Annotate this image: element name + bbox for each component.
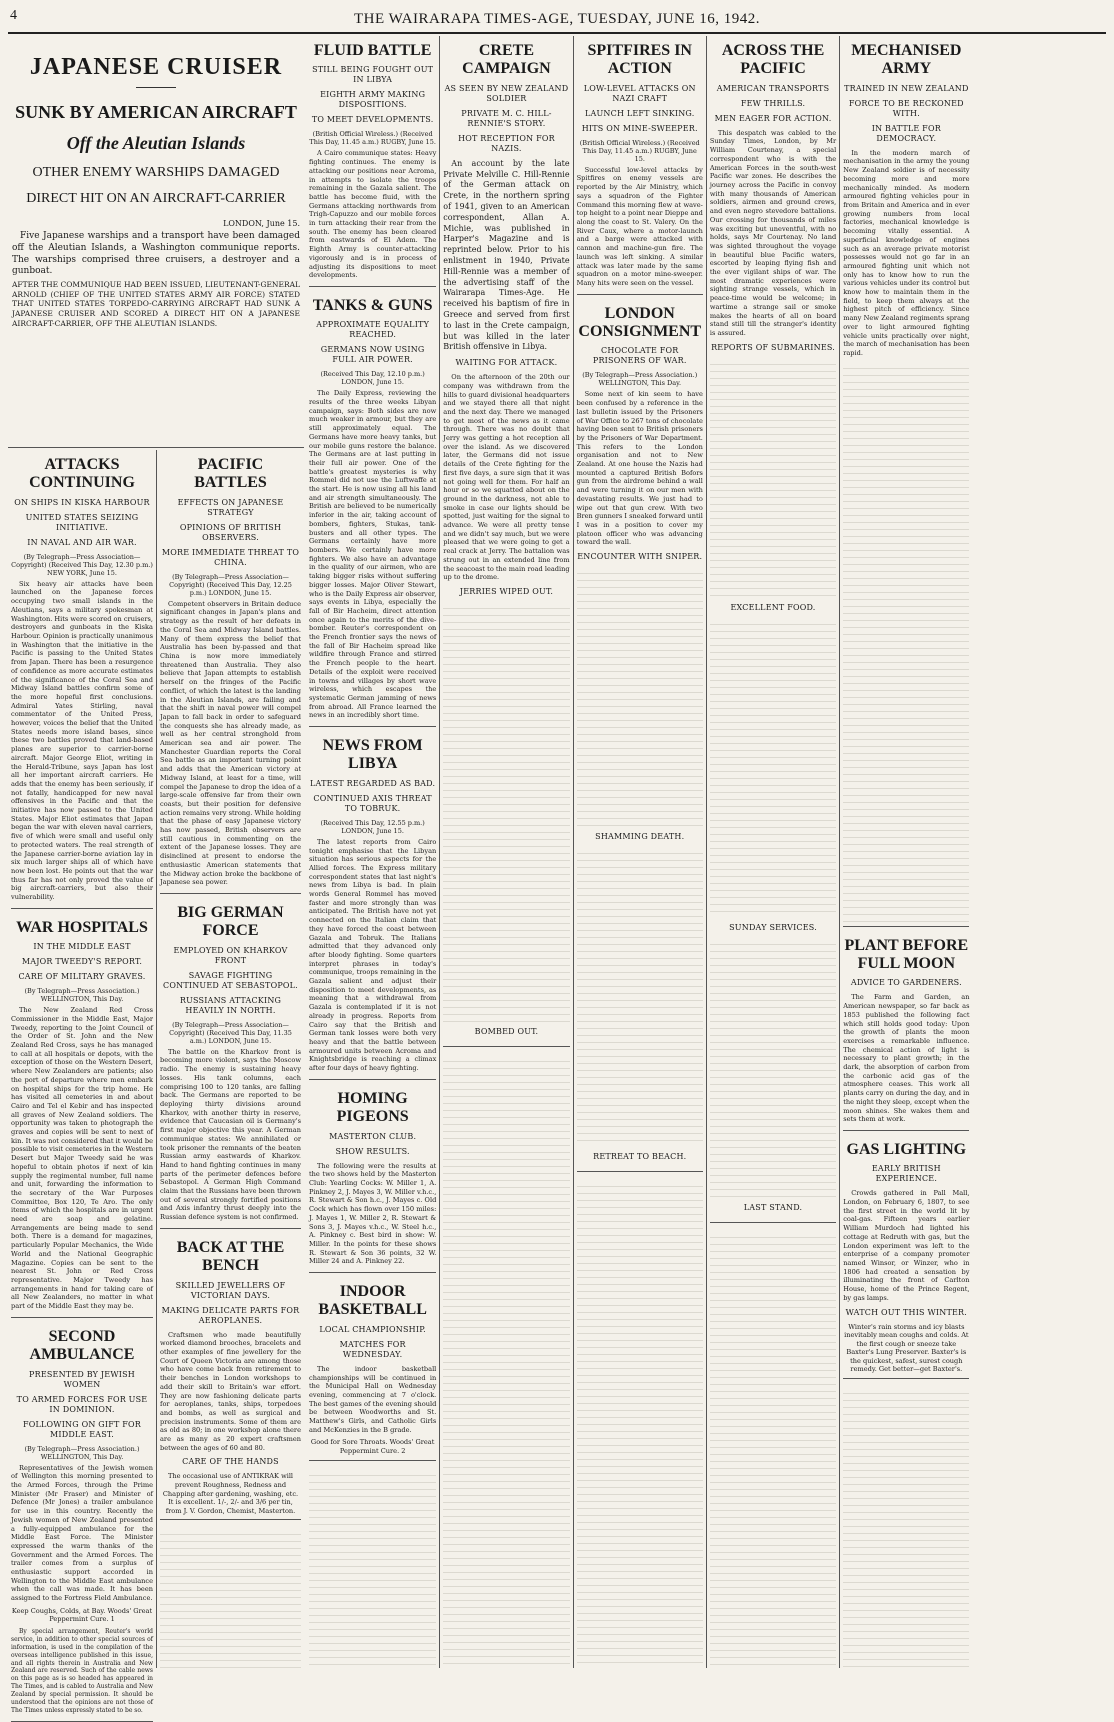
story-body: The Farm and Garden, an American newspaper, so far back as 1853 published the following fact which still holds good today: Upon the growth of plants the moon exercises a remarkable influence. The chemical action of light is necessary to plant growth; in the dark, the absorption of carbon from the carbonic acid gas of the atmosphere ceases. This work all plants carry on during the day, and in the night they sleep, except when the moon shines. She wakes them and sets them at work. xyxy=(843,993,970,1124)
subhead: REPORTS OF SUBMARINES. xyxy=(711,342,835,352)
story-full-moon xyxy=(843,931,969,1131)
story-spitfires xyxy=(577,36,703,295)
byline: (By Telegraph—Press Association—Copyright) (Received This Day, 11.35 a.m.) LONDON, June 15. xyxy=(169,1020,292,1045)
deck: MORE IMMEDIATE THREAT TO CHINA. xyxy=(161,547,300,567)
lead-headline: JAPANESE CRUISER xyxy=(29,54,283,80)
deck: HITS ON MINE-SWEEPER. xyxy=(581,123,698,133)
headline: PLANT BEFORE FULL MOON xyxy=(844,936,969,973)
lead-subheadline: SUNK BY AMERICAN AIRCRAFT xyxy=(15,101,297,122)
deck: SAVAGE FIGHTING CONTINUED AT SEBASTOPOL. xyxy=(163,970,298,990)
story-body: Six heavy air attacks have been launched on the Japanese forces occupying two small islands in the Aleutians, says a military spokesman at Washington. Hits were scored on cruisers, destroyers and gunboats in the Kiska Harbour. Opinion is practically unanimous in Washington that the initiative in the Pacific is passing to the United States from Japan. There has been a resurgence of confidence as more accurate estimates of the significance of the Coral Sea and Midway Island battles confirm some of the more hopeful first conclusions. Admiral Yates Stirling, naval commentator of the United Press, however, voices the belief that the United States needs more island bases, since these two battles proved that land-based planes are superior to carrier-borne aircraft. Major George Eliot, writing in the Herald-Tribune, says Japan has lost all her important aircraft carriers. He adds that the enemy has been seriously, if not fatally, handicapped for new naval offensives in the Pacific and that the initiative has now passed to the United States. Major Eliot estimates that Japan began the war with eleven naval carriers, five of which were small and useful only to protected waters. The real strength of the Japanese carrier-borne aviation lay in six much larger ships all of which have now been lost. He points out that the war thus far has not only proved the value of big aircraft-carriers, but also their vulnerability. xyxy=(11,579,153,902)
deck: FOLLOWING ON GIFT FOR MIDDLE EAST. xyxy=(22,1419,142,1439)
masthead xyxy=(8,6,1106,34)
footnote: By special arrangement, Reuter's world service, in addition to other special sources of information, is used in the compilation of the overseas intelligence published in this issue, and all rights therein in Australia and New Zealand are reserved. Such of the cable news on this page as is so headed has appeared in The Times, and is cabled to Australia and New Zealand by special permission. It should be understood that the opinions are not those of The Times unless expressly stated to be so. xyxy=(11,1627,153,1715)
deck: OPINIONS OF BRITISH OBSERVERS. xyxy=(179,522,282,542)
deck: EARLY BRITISH EXPERIENCE. xyxy=(871,1164,941,1184)
deck: EFFECTS ON JAPANESE STRATEGY xyxy=(177,497,284,517)
deck: EIGHTH ARMY MAKING DISPOSITIONS. xyxy=(320,90,426,110)
story-tanks-guns xyxy=(309,291,436,727)
deck: UNITED STATES SEIZING INITIATIVE. xyxy=(25,512,139,532)
column-text-filler xyxy=(160,1528,301,1668)
story-back-at-bench xyxy=(160,1233,301,1520)
story-mechanised-army xyxy=(843,36,969,927)
byline: (By Telegraph—Press Association—Copyright) (Received This Day, 12.25 p.m.) LONDON, June 15. xyxy=(169,572,292,597)
column-1 xyxy=(8,450,156,1715)
deck: LATEST REGARDED AS BAD. xyxy=(310,778,436,788)
subhead: ENCOUNTER WITH SNIPER. xyxy=(577,552,703,562)
byline: (Received This Day, 12.55 p.m.) LONDON, June 15. xyxy=(320,818,425,835)
lead-subheadline-4: DIRECT HIT ON AN AIRCRAFT-CARRIER xyxy=(26,190,286,206)
story-gas-lighting xyxy=(843,1135,969,1379)
divider xyxy=(136,87,176,88)
subhead: BOMBED OUT. xyxy=(474,1027,539,1036)
advertisement: The occasional use of ANTIKRAK will prevent Roughness, Redness and Chapping after gardening, washing, etc. It is excellent. 1/-, 2/- and 3/6 per tin, from J. V. Gordon, Chemist, Masterton. xyxy=(162,1472,299,1515)
column-5 xyxy=(573,36,706,1668)
deck: MEN EAGER FOR ACTION. xyxy=(714,113,832,123)
advertisement: Keep Coughs, Colds, at Bay. Woods' Great Peppermint Cure. 1 xyxy=(11,1606,153,1624)
story-ambulance xyxy=(11,1322,153,1722)
deck: LAUNCH LEFT SINKING. xyxy=(585,108,695,118)
subhead: EXCELLENT FOOD. xyxy=(730,602,816,612)
column-text-filler xyxy=(843,362,969,922)
story-body: The New Zealand Red Cross Commissioner in the Middle East, Major Tweedy, reporting to the Joint Council of the Order of St. John and the New Zealand Red Cross, says he has managed to call at all hospitals or depots, with the exception of those on the Western Desert, where New Zealanders are patients; also the port of departure where men embark on hospital ships for the trip home. He has visited all cemeteries in and about Cairo and Tel el Kebir and has inspected all graves of New Zealand soldiers. The opportunity was taken to photograph the graves and copies will be sent to next of kin. It was not considered that it would be possible to visit cemeteries in the Western Desert but Major Tweedy said he was hopeful to obtain photos if next of kin supply the regimental number, full name and unit, forwarding the information to the secretary of the War Purposes Committee, Box 120, Te Aro. The only items of which the hospitals are in urgent need are soap and gelatine. Arrangements are being made to send both. There is a demand for magazines, particularly Popular Mechanics, the Wide World and the National Geographic Magazine. Copies can be sent to the nearest St. John or Red Cross representative. Major Tweedy has arrangements in hand for taking care of all New Zealanders, no matter in what part of the Middle East they may be. xyxy=(11,1006,153,1311)
deck: STILL BEING FOUGHT OUT IN LIBYA xyxy=(312,65,434,85)
deck: AS SEEN BY NEW ZEALAND SOLDIER xyxy=(444,83,569,103)
ad-title: WATCH OUT THIS WINTER. xyxy=(845,1307,967,1317)
column-text-filler xyxy=(577,1180,703,1668)
column-text-filler xyxy=(443,602,569,1022)
deck: LOCAL CHAMPIONSHIP. xyxy=(319,1324,426,1334)
deck: MAKING DELICATE PARTS FOR AEROPLANES. xyxy=(161,1305,300,1325)
column-4 xyxy=(439,36,572,1668)
deck: PRIVATE M. C. HILL-RENNIE'S STORY. xyxy=(461,108,552,128)
story-body: Successful low-level attacks by Spitfires on enemy vessels are reported by the Air Ministry, which says a squadron of the Fighter Command this morning flew at wave-top height to a point near Dieppe and along the coast to St. Valery. On the River Caux, where a motor-launch and a barge were attacked with cannon and machine-gun fire. The launch was left sinking. A similar attack was later made by the same squadron on a motor mine-sweeper. Many hits were seen on the vessel. xyxy=(576,165,703,287)
lead-subheadline-3: OTHER ENEMY WARSHIPS DAMAGED xyxy=(32,165,280,181)
advertisement: Good for Sore Throats. Woods' Great Peppermint Cure. 2 xyxy=(310,1438,435,1455)
story-body: The Daily Express, reviewing the results of the three weeks Libyan campaign, says: Both sides are now much weaker in armour, but they are still approximately equal. The Germans have more heavy tanks, but our mobile guns restore the balance. The Germans are at last putting in their full air power. One of the battle's greatest mysteries is why Rommel did not use the Luftwaffe at the start. He is now using all his land and air strength simultaneously. The British are believed to be numerically inferior in the air, taking account of bombers, fighters, Stukas, tank-busters and all other types. The Germans certainly have more bombers. We certainly have more fighters. We also have an advantage in the quality of our airmen, who are taking bigger risks without suffering bigger losses. Major Oliver Stewart, who is the Daily Express air observer, says events in Libya, especially the fall of Bir Hacheim, direct attention once again to the merits of the dive-bomber. Reuter's correspondent on the French frontier says the news of the fall of Bir Hacheim spread like wildfire through France and stirred the French people to the heart. Details of the exploit were received in towns and villages by short wave wireless, which escapes the systematic German jamming of news from abroad. All France learned the news in an incredibly short time. xyxy=(309,389,437,720)
subhead: SUNDAY SERVICES. xyxy=(729,922,817,932)
story-body: Crowds gathered in Pall Mall, London, on February 6, 1807, to see the first street in the world lit by coal-gas. Fifteen years earlier William Murdoch had lighted his cottage at Redruth with gas, but the London experiment was left to the enterprise of a company promoter named Winsor, or Winzer, who in 1806 had created a sensation by illuminating the front of Carlton House, home of the Prince Regent, by gas lamps. xyxy=(843,1189,970,1302)
lead-subheadline-2: Off the Aleutian Islands xyxy=(66,133,246,154)
headline: ATTACKS CONTINUING xyxy=(29,456,135,492)
story-homing-pigeons xyxy=(309,1084,436,1273)
headline: CRETE CAMPAIGN xyxy=(462,42,551,78)
deck: CONTINUED AXIS THREAT TO TOBRUK. xyxy=(313,793,432,813)
subhead: SHAMMING DEATH. xyxy=(595,832,685,842)
ad-title: CARE OF THE HANDS xyxy=(182,1457,279,1467)
deck: GERMANS NOW USING FULL AIR POWER. xyxy=(320,345,425,365)
deck: FEW THRILLS. xyxy=(740,98,806,108)
headline: LONDON CONSIGNMENT xyxy=(578,304,702,341)
column-text-filler xyxy=(577,567,703,827)
subhead: RETREAT TO BEACH. xyxy=(593,1152,687,1162)
headline: TANKS & GUNS xyxy=(312,296,433,314)
column-7 xyxy=(839,36,972,1668)
story-fluid-battle xyxy=(309,36,436,287)
deck: APPROXIMATE EQUALITY REACHED. xyxy=(316,320,430,340)
headline: BACK AT THE BENCH xyxy=(176,1238,285,1275)
column-text-filler xyxy=(710,618,836,918)
deck: IN BATTLE FOR DEMOCRACY. xyxy=(871,123,941,143)
deck: TRAINED IN NEW ZEALAND xyxy=(844,83,969,93)
deck: MASTERTON CLUB. xyxy=(329,1131,417,1141)
deck: AMERICAN TRANSPORTS xyxy=(716,83,830,93)
story-intro: An account by the late Private Melville C. Hill-Rennie of the German attack on Crete, in the northern spring of 1941, given to an American correspondent, Allan A. Michie, was published in Harper's Magazine and is reprinted below. Prior to his enlistment in 1940, Private Hill-Rennie was a member of the advertising staff of the Wairarapa Times-Age. He received his baptism of fire in Greece and served from first to last in the Crete campaign, but was killed in the later British offensive in Libya. xyxy=(443,158,570,352)
column-text-filler xyxy=(577,847,703,1147)
headline: GAS LIGHTING xyxy=(846,1140,967,1158)
advertisement: Winter's rain storms and icy blasts inevitably mean coughs and colds. At the first cough or sneeze take Baxter's Lung Preserver. Baxter's is the quickest, safest, surest cough remedy. Get better—get Baxter's. xyxy=(844,1322,969,1374)
headline: PACIFIC BATTLES xyxy=(194,456,267,492)
subhead: WAITING FOR ATTACK. xyxy=(455,358,558,368)
deck: CARE OF MILITARY GRAVES. xyxy=(18,972,146,982)
story-body: This despatch was cabled to the Sunday Times, London, by Mr William Courtenay, a special correspondent who is with the American Forces in the south-west Pacific war zones. He describes the journey across the Pacific in convoy with many thousands of American soldiers, airmen and ground crews, and even negro stevedore battalions. Our crossing for thousands of miles was exciting but uneventful, with no holds, says Mr Courtenay. No land was sighted throughout the voyage in beautiful blue Pacific waters, escorted by leaping flying fish and the ever vigilant ships of war. The most dramatic experiences were sighting strange vessels, which in peace-time would be welcome; in wartime a strange sail or smoke makes the hearts of all on board stand still till the stranger's identity is assured. xyxy=(709,128,837,337)
story-body: The battle on the Kharkov front is becoming more violent, says the Moscow radio. The enemy is sustaining heavy losses. His tank columns, each comprising 100 to 120 tanks, are falling back. The Germans are reported to be deploying thirty divisions around Kharkov, with another thirty in reserve, evidence that Caucasian oil is Germany's first major objective this year. A German communique states: We annihilated or took prisoner the remnants of the beaten Russian army eastwards of Kharkov. Hand to hand fighting continues in many parts of the perimeter defences before Sebastopol. A German High Command claim that the Russians have been thrown out of several strongly fortified positions and Axis infantry thrust deeply into the Russian defence system is not confirmed. xyxy=(160,1047,301,1222)
headline: HOMING PIGEONS xyxy=(336,1089,409,1126)
story-news-libya xyxy=(309,731,436,1080)
story-body: Craftsmen who made beautifully worked diamond brooches, bracelets and other examples of fine jewellery for the Court of Queen Victoria are among those who have come back from retirement to their benches in London workshops to add their skill to Britain's war effort. They are now fashioning delicate parts for aeroplanes, tanks, ships, torpedoes and bombs, as well as surgical and precision instruments. Some of them are as old as 80; in one workshop alone there are as many as 20 expert craftsmen between the ages of 60 and 80. xyxy=(160,1330,301,1452)
column-text-filler xyxy=(710,358,836,598)
story-attacks xyxy=(11,450,153,909)
column-text-filler xyxy=(710,938,836,1198)
headline: BIG GERMAN FORCE xyxy=(177,903,284,940)
story-body: Competent observers in Britain deduce significant changes in Japan's plans and strategy as the result of her defeats in the Coral Sea and Midway Island battles. Many of them express the belief that Australia has been by-passed and that China is now more immediately threatened than Australia. They also believe that Japan attempts to establish herself on the fringes of the Pacific conflict, of which the latest is the landing in the Aleutian Islands, are failing and that the shift in naval power will compel Japan to fall back in order to safeguard the conquests she has already made, as well as her central stronghold from American sea and air power. The Manchester Guardian reports the Coral Sea battle as an important turning point and adds that the American victory at Midway Island, at least for a time, will compel the Japanese to drop the idea of a large-scale offensive far from their own coasts, but their position for defensive action remains very strong. While holding that the phase of easy Japanese victory has now passed, British observers are still cautious in commenting on the extent of the Japanese losses. They are disinclined at present to endorse the enthusiastic American statements that the Midway action broke the backbone of Japanese sea power. xyxy=(160,599,301,887)
lead-story xyxy=(8,36,304,448)
column-text-filler xyxy=(710,1231,836,1668)
deck: LOW-LEVEL ATTACKS ON NAZI CRAFT xyxy=(583,83,696,103)
story-indoor-basketball xyxy=(309,1277,436,1461)
deck: IN NAVAL AND AIR WAR. xyxy=(27,537,137,547)
byline: (By Telegraph—Press Association.) WELLINGTON, This Day. xyxy=(24,987,140,1004)
deck: HOT RECEPTION FOR NAZIS. xyxy=(458,133,555,153)
story-body: A Cairo communique states: Heavy fighting continues. The enemy is attacking our positions near Acroma, in attempts to isolate the troops remaining in the Gazala salient. The battle has become fluid, with the Germans attacking northwards from Trigh-Capuzzo and our mobile forces in turn attacking their rear from the south. The enemy has been cleared from eastwards of El Adem. The Eighth Army is counter-attacking vigorously and is in process of adjusting its dispositions to meet developments. xyxy=(309,149,437,280)
story-body: On the afternoon of the 20th our company was withdrawn from the hills to guard divisional headquarters and we stayed there all that night and the next day. There we managed to get most of the news as it came through. There was no doubt that Jerry was getting a hot reception all over the island. As we discovered later, the Germans did not issue details of the Crete fighting for the first five days, a sure sign that it was not going well for them. For half an hour or so we squatted about on the ground in the darkness, not able to smoke in case our lights should be spotted, just waiting for the signal to advance. We were all pretty tense and we didn't say much, but we were pleased that we were going to get a real crack at Jerry. The battalion was strung out in an extended line from the seacoast to the main road leading up to the drome. xyxy=(443,373,570,582)
story-body: The following were the results at the two shows held by the Masterton Club: Yearling Cocks: W. Miller 1, A. Pinkney 2, J. Mayes 3, W. Miller v.h.c., R. Stewart & Son h.c., J. Mayes c. Old Cock which has flown over 150 miles: J. Mayes 1, W. Miller 2, R. Stewart & Sons 3, J. Mayes v.h.c., W. Steel h.c., A. Pinkney c. Best bird in show: W. Miller. In the points for these shows R. Stewart & Son 36 points, 32 W. Miller 24 and A. Pinkney 22. xyxy=(309,1161,437,1266)
deck: ADVICE TO GARDENERS. xyxy=(850,978,962,988)
headline: NEWS FROM LIBYA xyxy=(322,737,423,773)
deck: IN THE MIDDLE EAST xyxy=(33,942,131,952)
subhead: LAST STAND. xyxy=(743,1202,803,1212)
headline: ACROSS THE PACIFIC xyxy=(721,42,825,78)
headline: INDOOR BASKETBALL xyxy=(318,1283,427,1319)
subhead: JERRIES WIPED OUT. xyxy=(459,587,554,596)
story-crete-campaign xyxy=(443,36,569,1047)
byline: (Received This Day, 12.10 p.m.) LONDON, June 15. xyxy=(320,370,425,387)
headline: SPITFIRES IN ACTION xyxy=(587,42,692,78)
deck: FORCE TO BE RECKONED WITH. xyxy=(848,98,964,118)
byline: (By Telegraph—Press Association.) WELLINGTON, This Day. xyxy=(24,1444,140,1461)
deck: MAJOR TWEEDY'S REPORT. xyxy=(21,957,143,967)
deck: SHOW RESULTS. xyxy=(335,1146,410,1156)
headline: SECOND AMBULANCE xyxy=(29,1327,135,1364)
deck: SKILLED JEWELLERS OF VICTORIAN DAYS. xyxy=(175,1280,286,1300)
deck: MATCHES FOR WEDNESDAY. xyxy=(339,1339,406,1359)
byline: (British Official Wireless.) (Received This Day, 11.45 a.m.) RUGBY, June 15. xyxy=(579,138,700,163)
story-german-force xyxy=(160,898,301,1229)
story-body: The indoor basketball championships will be continued in the Municipal Hall on Wednesday evening, commencing at 7 o'clock. The best games of the evening should be between Woodworths and St. Matthew's Girls, and Catholic Girls and McKenzies in the B grade. xyxy=(309,1364,437,1434)
column-2 xyxy=(156,450,304,1668)
byline: (By Telegraph—Press Association—Copyright) (Received This Day, 12.30 p.m.) NEW YORK, June 15. xyxy=(11,552,153,577)
deck: PRESENTED BY JEWISH WOMEN xyxy=(29,1369,135,1389)
story-body: Some next of kin seem to have been confused by a reference in the last bulletin issued by the Prisoners of War Office to 267 tons of chocolate having been sent to British prisoners by the Prisoners of War Department. This refers to the London organisation and not to New Zealand. At one house the Nazis had mounted a captured British Bofors gun from the airdrome behind a wall and were turning it on our men with devastating results. We just had to wipe out that gun crew. With two Bren gunners I sneaked forward until I was in a position to cover my platoon officer who was advancing toward the wall. xyxy=(576,390,703,547)
column-text-filler xyxy=(843,1387,969,1668)
story-body: Representatives of the Jewish women of Wellington this morning presented to the Armed Forces, through the Prime Minister (Mr Fraser) and Minister of Defence (Mr Jones) a trailer ambulance for use in this country. Recently the Jewish women of New Zealand presented a fully-equipped ambulance for the Middle East Force. The Minister expressed the warm thanks of the Government and the Armed Forces. The trailer comes from a surplus of enthusiastic support accorded in Wellington to the Middle East ambulance when the call was made. It has been assigned to the Fortress Field Ambulance. xyxy=(11,1463,153,1603)
headline: WAR HOSPITALS xyxy=(16,918,148,936)
headline: FLUID BATTLE xyxy=(313,42,432,59)
story-body: In the modern march of mechanisation in the army the young New Zealand soldier is of necessity becoming more and more mechanically minded. As modern armoured fighting vehicles pour in from Britain and America and in ever growing numbers from local factories, mechanical knowledge is becoming vitally essential. A superficial knowledge of engines such as an average private motorist possesses would not go far in an armoured fighting unit which not only has to know how to run the various vehicles under its control but know how to maintain them in the field, to keep them always at the highest pitch of efficiency. Since many New Zealand regiments sprang over to light armoured fighting vehicle units practically over night, the march of mechanisation has been rapid. xyxy=(843,148,970,357)
story-across-pacific xyxy=(710,36,836,1223)
byline: (By Telegraph—Press Association.) WELLINGTON, This Day. xyxy=(582,371,698,388)
newspaper-title: THE WAIRARAPA TIMES-AGE, TUESDAY, JUNE 16, 1942. xyxy=(354,10,760,27)
story-london-consignment xyxy=(577,299,703,1172)
deck: EMPLOYED ON KHARKOV FRONT xyxy=(173,945,288,965)
story-body: The latest reports from Cairo tonight emphasise that the Libyan situation has serious aspects for the Allied forces. The Express military correspondent states that last night's news from Libya is bad. In plain words General Rommel has moved faster and more strongly than was anticipated. The British have not yet connected on the Italian claim that they have forced the coast between Gazala and Tobruk. The Italians admitted that they advanced only after bloody fighting. Some quarters interpret phrases in today's communique, troops remaining in the Gazala salient and adjust their disposition to meet developments, as meaning that a withdrawal from Gazala is contemplated if it is not already in progress. Reports from Cairo say that the British and German tank losses were both very heavy and that the battle between armoured units between Acroma and Knightsbridge is reaching a climax after four days of heavy fighting. xyxy=(309,837,437,1073)
deck: TO MEET DEVELOPMENTS. xyxy=(311,115,434,125)
deck: TO ARMED FORCES FOR USE IN DOMINION. xyxy=(16,1394,148,1414)
deck: CHOCOLATE FOR PRISONERS OF WAR. xyxy=(592,346,687,366)
column-text-filler xyxy=(309,1469,436,1668)
column-3 xyxy=(306,36,439,1668)
headline: MECHANISED ARMY xyxy=(851,42,962,78)
byline: (British Official Wireless.) (Received This Day, 11.45 a.m.) RUGBY, June 15. xyxy=(309,130,436,147)
deck: ON SHIPS IN KISKA HARBOUR xyxy=(14,497,150,507)
lead-caps-paragraph: AFTER THE COMMUNIQUE HAD BEEN ISSUED, LIEUTENANT-GENERAL ARNOLD (CHIEF OF THE UNITED STATES ARMY AIR FORCE) STATED THAT UNITED STATES TORPEDO-CARRYING AIRCRAFT HAD SUNK A JAPANESE CRUISER AND SCORED A DIRECT HIT ON A JAPANESE AIRCRAFT-CARRIER, OFF THE ALEUTIAN ISLANDS. xyxy=(12,279,301,328)
column-text-filler xyxy=(443,1055,569,1668)
lead-body: Five Japanese warships and a transport have been damaged off the Aleutian Islands, a Washington communique reports. The warships comprised three cruisers, a destroyer and a gunboat. xyxy=(12,231,300,277)
column-6 xyxy=(706,36,839,1668)
story-pacific-battles xyxy=(160,450,301,894)
deck: RUSSIANS ATTACKING HEAVILY IN NORTH. xyxy=(179,995,282,1015)
page-number: 4 xyxy=(10,8,18,23)
story-hospitals xyxy=(11,913,153,1318)
lead-dateline: LONDON, June 15. xyxy=(223,219,300,229)
